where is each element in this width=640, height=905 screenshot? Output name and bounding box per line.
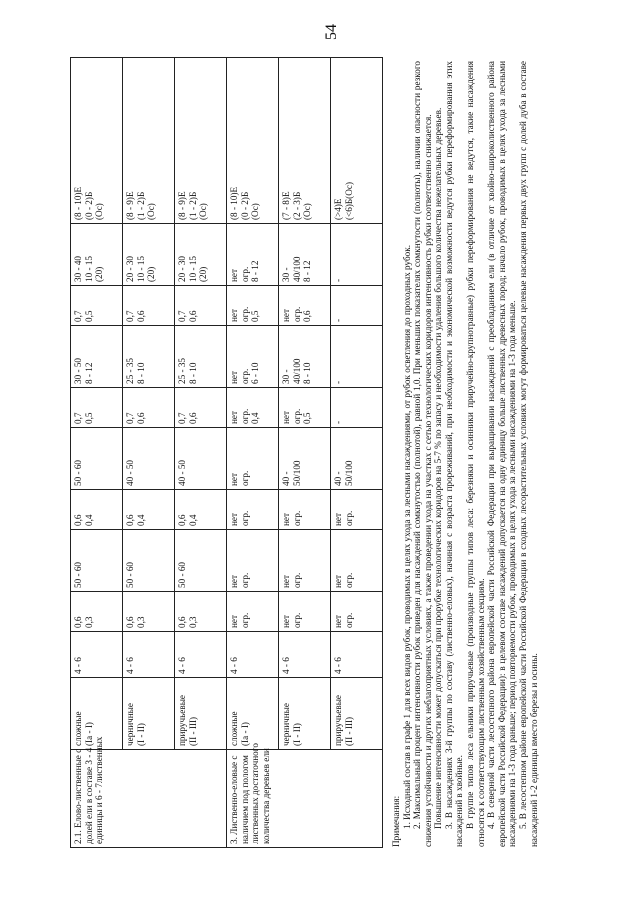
cell-line: нет (229, 308, 239, 322)
table-row (123, 57, 175, 847)
notes-section (391, 61, 539, 847)
note-paragraph: 3. В насаждениях 3-й группы по составу (лиственно-еловых), начиная с возраста прореживаний, при необходимости и экономической возможности ведутся рубки переформирования этих насаждений в хвойные. (443, 60, 465, 847)
cell-line: 10 - 15 (83, 255, 94, 282)
stand-type-cell (123, 677, 175, 749)
forest-group-cell (71, 736, 227, 847)
cell-line: 0,4 (250, 412, 261, 424)
value-cell (227, 631, 279, 677)
cell-line: 0,5 (83, 310, 94, 322)
cell-line: 0,6 (73, 514, 83, 526)
value-cell (331, 591, 383, 631)
cell-line: 8 - 12 (302, 260, 313, 282)
value-cell (123, 285, 175, 325)
cell-line: нет (333, 614, 343, 628)
value-cell (123, 529, 175, 591)
cell-line: нет (229, 512, 239, 526)
cell-line: (20) (146, 266, 157, 282)
cell-line: огр. (239, 368, 250, 384)
value-cell (123, 223, 175, 285)
cell-line: 4 - 6 (281, 656, 291, 674)
value-cell (71, 223, 123, 285)
note-paragraph: Повышение интенсивности может допускаться при прорубке технологических коридоров на 5-7 % по запасу и необходимости удаления большого количества нежелательных деревьев. (433, 107, 444, 829)
table-row (227, 57, 279, 847)
value-cell (123, 387, 175, 427)
cell-line: (Ос) (250, 202, 261, 220)
cell-line: огр. (239, 408, 250, 424)
cell-line: (Ос) (146, 202, 157, 220)
table-body (71, 57, 383, 847)
value-cell (227, 387, 279, 427)
cell-line: 0,6 (177, 514, 187, 526)
value-cell (123, 427, 175, 489)
note-paragraph: 1. Исходный состав в графе 1 для всех видов рубок, проводимых в целях ухода за лесными насаждениями, от рубок осветления до проходных рубок. (401, 244, 412, 829)
cell-line: 40/100 (291, 255, 302, 282)
cell-line: 30 - 50 (73, 357, 83, 384)
table-row (279, 57, 331, 847)
cell-line: 4 - 6 (125, 656, 135, 674)
cell-line: 30 - 40 (73, 255, 83, 282)
cell-line: 0,4 (135, 514, 146, 526)
table-row (71, 57, 123, 847)
cell-line: (20) (198, 266, 209, 282)
cell-line: огр. (343, 510, 354, 526)
value-cell (123, 325, 175, 387)
value-cell (279, 529, 331, 591)
cell-line: 0,6 (177, 616, 187, 628)
cell-line: 50 - 60 (125, 561, 135, 588)
cell-line: 25 - 35 (177, 357, 187, 384)
cell-line: черничные (125, 702, 135, 746)
cell-line: долей ели в составе 3 - 4 (83, 747, 94, 844)
value-cell (279, 591, 331, 631)
value-cell (71, 427, 123, 489)
cell-line: (II - III) (187, 716, 198, 746)
cell-line: 0,6 (135, 412, 146, 424)
value-cell (123, 631, 175, 677)
cell-line: (8 - 9)Е (125, 190, 135, 220)
cell-line: 0,6 (73, 616, 83, 628)
cell-line: 8 - 12 (250, 260, 261, 282)
cell-line: (Ia - I) (83, 721, 94, 746)
value-cell (279, 631, 331, 677)
cell-line: 6 - 10 (250, 362, 261, 384)
cell-line: 40/100 (291, 357, 302, 384)
cell-line: (0 - 2)Б (83, 191, 94, 220)
note-paragraph: В группе типов леса ельники приручьевые (производные группы типов леса: березняки и осинники приручейно-крупнотравные) рубки переформирования не ведутся, такие насаждения относятся к соответствующим лиственным хозяйственным секциям. (465, 60, 486, 847)
value-cell (279, 387, 331, 427)
cell-line: (Ос) (94, 202, 105, 220)
cell-line: 0,6 (187, 412, 198, 424)
cell-line: сложные (229, 710, 239, 746)
note-paragraph: 2. Максимальный процент интенсивности рубок приведен для насаждений сомкнутостью (полнотой), равной 1,0. При меньших показателях сомкнутости (полноты), наличии опасности резкого снижения устойчивости и других неблагоприятных условиях, а также проведении ухода на участках с сетью технологических коридоров интенсивность рубки соответственно снижается. (412, 60, 433, 847)
value-cell (175, 631, 227, 677)
value-cell (71, 325, 123, 387)
cell-line: огр. (343, 572, 354, 588)
value-cell (331, 631, 383, 677)
cell-line: 50 - 60 (73, 459, 83, 486)
cell-line: (Ia - I) (239, 721, 250, 746)
cell-line: огр. (343, 612, 354, 628)
cell-line: 0,5 (302, 412, 313, 424)
value-cell (331, 57, 383, 223)
cell-line: огр. (239, 266, 250, 282)
cell-line: (I - II) (135, 722, 146, 746)
cell-line: 10 - 15 (135, 255, 146, 282)
value-cell (175, 325, 227, 387)
notes-list (402, 61, 540, 847)
cell-line: 0,6 (187, 310, 198, 322)
cell-line: 3. Лиственно-еловые с (229, 755, 239, 844)
value-cell (279, 223, 331, 285)
value-cell (227, 591, 279, 631)
cell-line: 50/100 (291, 459, 302, 486)
cell-line: 20 - 30 (177, 255, 187, 282)
cell-line: 4 - 6 (333, 656, 343, 674)
cell-line: сложные (73, 710, 83, 746)
cell-line: 0,6 (135, 310, 146, 322)
cell-line: 0,7 (177, 310, 187, 322)
stand-type-cell (227, 677, 279, 749)
cell-line: приручьевые (333, 694, 343, 746)
value-cell (331, 529, 383, 591)
value-cell (71, 591, 123, 631)
cell-line: 25 - 35 (125, 357, 135, 384)
cell-line: 0,7 (125, 412, 135, 424)
cell-line: 0,6 (125, 514, 135, 526)
cell-line: 0,7 (177, 412, 187, 424)
cell-line: - (333, 420, 343, 424)
cell-line: огр. (239, 470, 250, 486)
cell-line: 0,5 (250, 310, 261, 322)
value-cell (175, 529, 227, 591)
value-cell (175, 223, 227, 285)
cell-line: 0,4 (83, 514, 94, 526)
cell-line: нет (333, 512, 343, 526)
cell-line: лиственных достаточного (250, 742, 261, 844)
value-cell (331, 387, 383, 427)
cell-line: огр. (291, 408, 302, 424)
value-cell (279, 427, 331, 489)
cell-line: нет (229, 472, 239, 486)
cell-line: (0 - 2)Б (239, 191, 250, 220)
cell-line: (8 - 10)Е (229, 186, 239, 220)
cell-line: огр. (239, 612, 250, 628)
stand-type-cell (175, 677, 227, 749)
cell-line: (8 - 9)Е (177, 190, 187, 220)
value-cell (279, 57, 331, 223)
value-cell (175, 285, 227, 325)
value-cell (227, 489, 279, 529)
cell-line: 50/100 (343, 459, 354, 486)
value-cell (331, 325, 383, 387)
value-cell (175, 591, 227, 631)
cell-line: 0,6 (125, 616, 135, 628)
cell-line: огр. (291, 510, 302, 526)
cell-line: нет (281, 512, 291, 526)
value-cell (331, 427, 383, 489)
cell-line: 8 - 10 (187, 362, 198, 384)
cell-line: нет (229, 574, 239, 588)
cell-line: огр. (239, 572, 250, 588)
cell-line: 0,5 (83, 412, 94, 424)
value-cell (71, 529, 123, 591)
value-cell (227, 285, 279, 325)
cell-line: (7 - 8)Е (281, 190, 291, 220)
value-cell (175, 57, 227, 223)
cell-line: 50 - 60 (73, 561, 83, 588)
table-row (331, 57, 383, 847)
cell-line: - (333, 278, 343, 282)
value-cell (71, 285, 123, 325)
cell-line: количества деревьев ели (260, 747, 271, 844)
page-number: 54 (323, 24, 340, 40)
value-cell (71, 387, 123, 427)
value-cell (331, 223, 383, 285)
cell-line: 40 - (333, 470, 343, 486)
cell-line: (8 - 10)Е (73, 186, 83, 220)
cell-line: приручьевые (177, 694, 187, 746)
cell-line: (1 - 2)Б (135, 191, 146, 220)
cell-line: (<6)Б(Ос) (343, 181, 354, 220)
cell-line: огр. (291, 572, 302, 588)
cell-line: 0,3 (135, 616, 146, 628)
cell-line: (II - III) (343, 716, 354, 746)
value-cell (227, 57, 279, 223)
cell-line: (>4)Е (333, 197, 343, 220)
cell-line: (20) (94, 266, 105, 282)
cell-line: черничные (281, 702, 291, 746)
value-cell (123, 489, 175, 529)
rotated-page-content (70, 53, 570, 853)
cell-line: (Ос) (198, 202, 209, 220)
cell-line: огр. (239, 510, 250, 526)
cell-line: 8 - 12 (83, 362, 94, 384)
cell-line: 30 - (281, 368, 291, 384)
forest-group-cell (227, 742, 383, 847)
cell-line: нет (333, 574, 343, 588)
cell-line: (2 - 3)Б (291, 191, 302, 220)
value-cell (175, 427, 227, 489)
cell-line: нет (229, 614, 239, 628)
cell-line: 8 - 10 (135, 362, 146, 384)
cell-line: 4 - 6 (229, 656, 239, 674)
cell-line: 40 - (281, 470, 291, 486)
cell-line: 0,7 (73, 412, 83, 424)
cell-line: 8 - 10 (302, 362, 313, 384)
cell-line: нет (281, 410, 291, 424)
cell-line: 0,6 (302, 310, 313, 322)
cell-line: 2.1. Елово-лиственные с (73, 748, 83, 844)
value-cell (123, 591, 175, 631)
note-paragraph: 4. В северной части лесостепного района европейской части Российской Федерации при выращивании насаждений с преобладанием ели (в отличие от хвойно-широколиственного района европейской части Российской Федерации): в целевом составе насаждений допускается на одну единицу больше лиственных древесных пород; начало рубок, проводимых в целях ухода за лесными насаждениями на 1-3 года раньше; период повторяемости рубок, проводимых в целях ухода за лесными насаждениями на 1-3 года меньше. (486, 60, 518, 847)
cell-line: нет (281, 614, 291, 628)
value-cell (331, 285, 383, 325)
thinning-regime-table (70, 57, 383, 848)
cell-line: нет (229, 410, 239, 424)
cell-line: (Ос) (302, 202, 313, 220)
cell-line: 10 - 15 (187, 255, 198, 282)
value-cell (279, 489, 331, 529)
cell-line: нет (229, 268, 239, 282)
stand-type-cell (331, 677, 383, 749)
cell-line: 50 - 60 (177, 561, 187, 588)
cell-line: 40 - 50 (177, 459, 187, 486)
value-cell (71, 631, 123, 677)
cell-line: 0,3 (187, 616, 198, 628)
cell-line: (1 - 2)Б (187, 191, 198, 220)
cell-line: огр. (291, 612, 302, 628)
value-cell (175, 489, 227, 529)
value-cell (227, 223, 279, 285)
cell-line: нет (281, 574, 291, 588)
value-cell (331, 489, 383, 529)
value-cell (175, 387, 227, 427)
table-row (175, 57, 227, 847)
note-paragraph: 5. В лесостепном районе европейской части Российской Федерации в сходных лесорастительных условиях могут формироваться целевые насаждения первых двух групп с долей дуба в составе насаждений 1-2 единицы вместо березы и осины. (517, 60, 539, 847)
value-cell (71, 57, 123, 223)
cell-line: 20 - 30 (125, 255, 135, 282)
cell-line: - (333, 318, 343, 322)
value-cell (279, 325, 331, 387)
cell-line: (I - II) (291, 722, 302, 746)
cell-line: огр. (291, 306, 302, 322)
value-cell (123, 57, 175, 223)
cell-line: 30 - (281, 266, 291, 282)
value-cell (71, 489, 123, 529)
cell-line: 4 - 6 (177, 656, 187, 674)
cell-line: 0,7 (73, 310, 83, 322)
cell-line: 40 - 50 (125, 459, 135, 486)
value-cell (227, 427, 279, 489)
cell-line: 0,4 (187, 514, 198, 526)
stand-type-cell (279, 677, 331, 749)
cell-line: наличием под пологом (239, 754, 250, 844)
value-cell (279, 285, 331, 325)
value-cell (227, 325, 279, 387)
cell-line: 4 - 6 (73, 656, 83, 674)
notes-heading: Примечания: (391, 795, 401, 847)
cell-line: нет (281, 308, 291, 322)
cell-line: 0,7 (125, 310, 135, 322)
cell-line: нет (229, 370, 239, 384)
cell-line: единицы и 6 - 7лиственных (94, 736, 105, 844)
value-cell (227, 529, 279, 591)
cell-line: - (333, 380, 343, 384)
cell-line: 0,3 (83, 616, 94, 628)
cell-line: огр. (239, 306, 250, 322)
